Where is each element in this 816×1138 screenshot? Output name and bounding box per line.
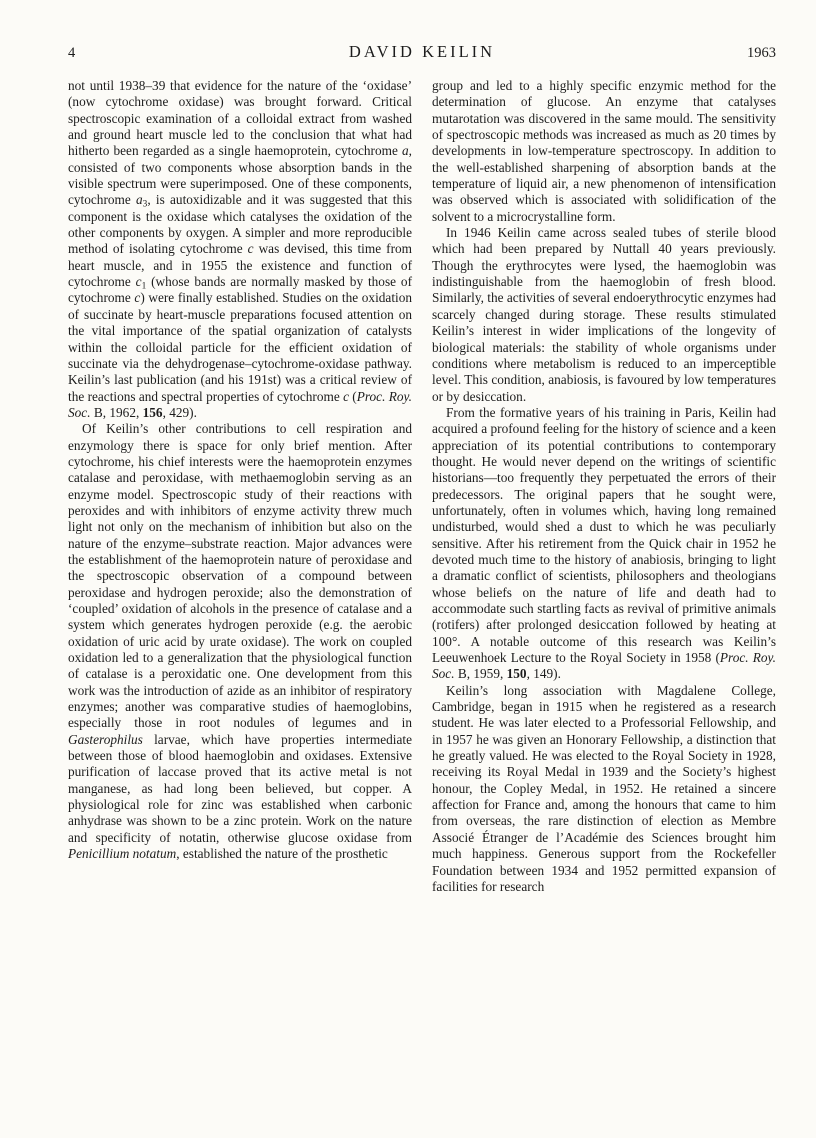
paragraph: In 1946 Keilin came across sealed tubes of sterile blood which had been prepared by Nuttall 40 years previously. Though the erythrocytes were lysed, the haemoglobin was indistinguishable from the haemoglobin of fresh blood. Similarly, the activities of several endoerythrocytic enzymes had scarcely changed during storage. These results stimulated Keilin’s interest in wider implications of the longevity of biological materials: the stability of whole organisms under conditions where metabolism is reduced to an imperceptible level. This condition, anabiosis, is favoured by low temperatures or by desiccation. (432, 225, 776, 404)
paragraph: Keilin’s long association with Magdalene College, Cambridge, began in 1915 when he registered as a research student. He was later elected to a Professorial Fellowship, and in 1957 he was given an Honorary Fellowship, a distinction that he greatly valued. He was elected to the Royal Society in 1928, receiving its Royal Medal in 1939 and the Society’s highest honour, the Copley Medal, in 1952. He retained a sincere affection for France and, among the honours that came to him from overseas, the rare distinction of election as Membre Associé Étranger de l’Académie des Sciences brought him much happiness. Generous support from the Rockefeller Foundation between 1934 and 1952 permitted expansion of facilities for research (432, 682, 776, 894)
paragraph: group and led to a highly specific enzymic method for the determination of glucose. An enzyme that catalyses mutarotation was discovered in the same mould. The sensitivity of spectroscopic methods was increased as much as 20 times by developments in low-temperature spectroscopy. In addition to the well-established sharpening of absorption bands at the temperature of liquid air, a new phenomenon of intensification was observed which is associated with solidification of the solvent to a microcrystalline form. (432, 78, 776, 224)
column-left (68, 78, 412, 895)
paragraph: Of Keilin’s other contributions to cell respiration and enzymology there is space for only brief mention. After cytochrome, his chief interests were the haemoprotein enzymes catalase and peroxidase, with methaemoglobin serving as an enzyme model. Spectroscopic study of their reactions with peroxides and with inhibitors of enzyme activity threw much light not only on the mechanism of inhibition but also on the nature of the enzyme–substrate reaction. Major advances were the establishment of the haemoprotein nature of peroxidase and the spectroscopic observation of a compound between peroxidase and hydrogen peroxide; also the demonstration of ‘coupled’ oxidation of alcohols in the presence of catalase and a system which generates hydrogen peroxide (e.g. the aerobic oxidation of uric acid by urate oxidase). The work on coupled oxidation led to a generalization that the physiological function of catalase is a peroxidatic one. One development from this work was the introduction of azide as an inhibitor of respiratory enzymes; another was comparative studies of haemoglobins, especially those in root nodules of legumes and in Gasterophilus larvae, which have properties intermediate between those of blood haemoglobin and oxidases. Extensive purification of laccase proved that its active metal is not manganese, as had long been believed, but copper. A physiological role for zinc was established when carbonic anhydrase was shown to be a zinc protein. Work on the nature and specificity of notatin, otherwise glucose oxidase from Penicillium notatum, established the nature of the prosthetic (68, 421, 412, 862)
paragraph: not until 1938–39 that evidence for the nature of the ‘oxidase’ (now cytochrome oxidase) was brought forward. Critical spectroscopic examination of a colloidal extract from washed and ground heart muscle led to the conclusion that what had hitherto been regarded as a single haemoprotein, cytochrome a, consisted of two components whose absorption bands in the visible spectrum were superimposed. One of these components, cytochrome a3, is autoxidizable and it was suggested that this component is the oxidase which catalyses the oxidation of the other components by oxygen. A simpler and more reproducible method of isolating cytochrome c was devised, this time from heart muscle, and in 1955 the existence and function of cytochrome c1 (whose bands are normally masked by those of cytochrome c) were finally established. Studies on the oxidation of succinate by heart-muscle preparations focused attention on the vital importance of the spatial organization of catalysts within the colloidal particle for the efficient oxidation of succinate via the dehydrogenase–cytochrome-oxidase pathway. Keilin’s last publication (and his 191st) was a critical review of the reactions and spectral properties of cytochrome c (Proc. Roy. Soc. B, 1962, 156, 429). (68, 78, 413, 420)
year-label: 1963 (747, 45, 776, 61)
running-title: DAVID KEILIN (348, 42, 496, 61)
column-right (432, 78, 776, 895)
page-number: 4 (68, 45, 76, 61)
text-columns (68, 78, 776, 895)
running-head (68, 42, 776, 62)
paragraph: From the formative years of his training in Paris, Keilin had acquired a profound feeling for the history of science and a keen appreciation of its potential contributions to contemporary thought. He would never depend on the writings of scientific historians—too frequently they perpetuated the errors of their predecessors. The original papers that he sought were, unfortunately, often in volumes which, having long remained undisturbed, would shed a dust to which he was peculiarly sensitive. After his retirement from the Quick chair in 1952 he devoted much time to the history of anabiosis, bringing to light a dramatic conflict of scientists, philosophers and theologians whose beliefs on the nature of life and death had to accommodate such startling facts as revival of primitive animals (rotifers) after prolonged desiccation followed by heating at 100°. A notable outcome of this research was Keilin’s Leeuwenhoek Lecture to the Royal Society in 1958 (Proc. Roy. Soc. B, 1959, 150, 149). (432, 404, 776, 682)
